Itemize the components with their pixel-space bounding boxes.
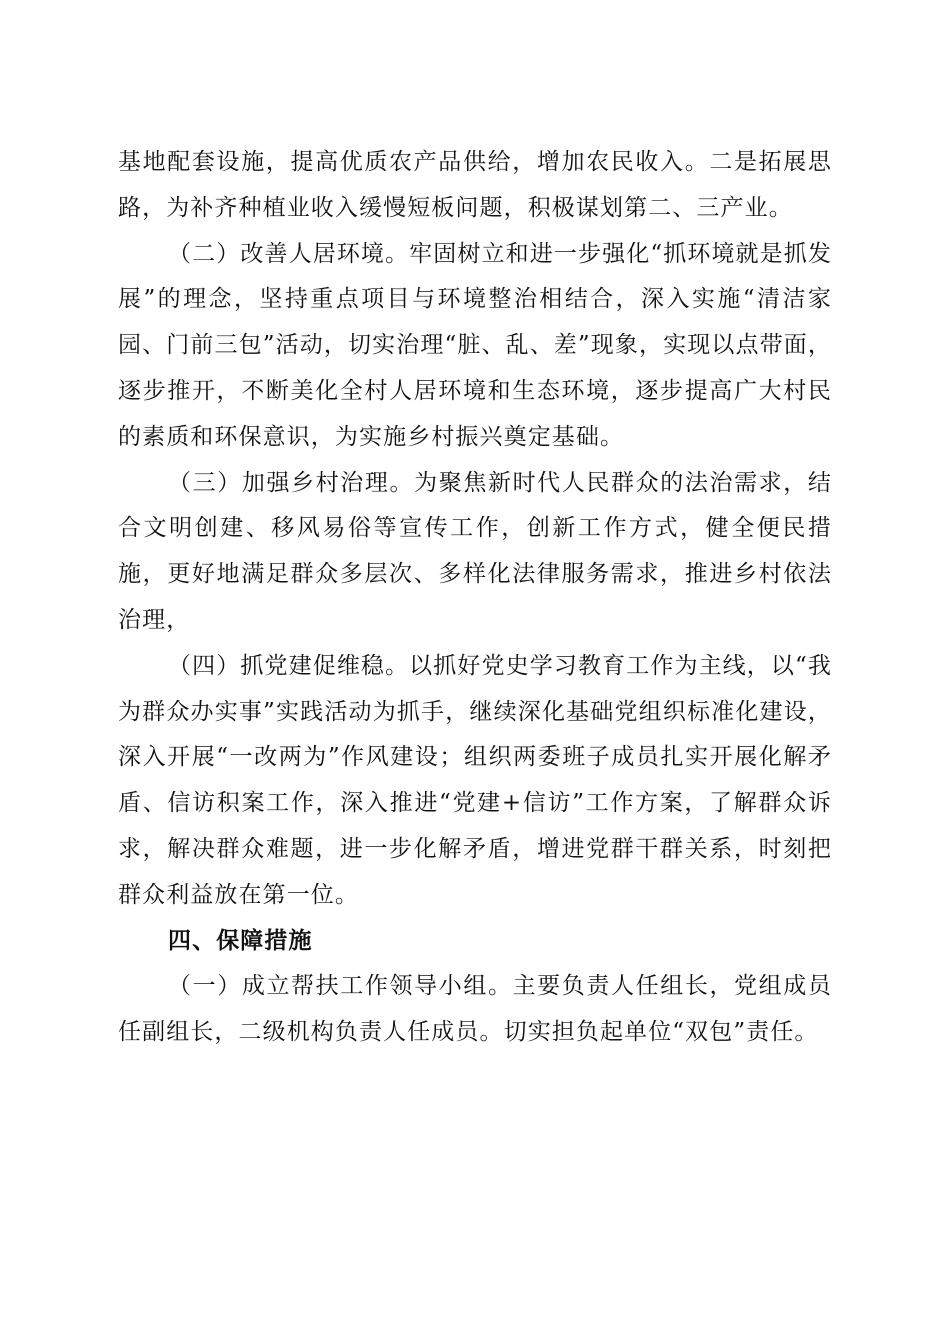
paragraph-party-building xyxy=(118,644,832,919)
paragraph-continuation xyxy=(118,140,832,232)
paragraph-lead: （三）加强乡村治理。 xyxy=(168,469,415,496)
document-body xyxy=(118,140,832,1056)
paragraph-text: 为聚焦新时代人民群众的法治需求，结合文明创建、移风易俗等宣传工作，创新工作方式，健全便民措施，更好地满足群众多层次、多样化法律服务需求，推进乡村依法治理， xyxy=(118,469,833,633)
paragraph-text: 主要负责人任组长，党组成员任副组长，二级机构负责人任成员。切实担负起单位“双包”责任。 xyxy=(118,973,832,1046)
paragraph-rural-governance xyxy=(118,461,832,644)
paragraph-text: 以抓好党史学习教育工作为主线，以“我为群众办实事”实践活动为抓手，继续深化基础党组织标准化建设，深入开展“一改两为”作风建设；组织两委班子成员扎实开展化解矛盾、信访积案工作，深入推进“党建+信访”工作方案，了解群众诉求，解决群众难题，进一步化解矛盾，增进党群干群关系，时刻把群众利益放在第一位。 xyxy=(118,652,833,908)
paragraph-living-environment xyxy=(118,232,832,461)
paragraph-lead: （二）改善人居环境。 xyxy=(168,240,410,267)
paragraph-leading-group xyxy=(118,964,832,1056)
paragraph-text: 基地配套设施，提高优质农产品供给，增加农民收入。二是拓展思路，为补齐种植业收入缓慢短板问题，积极谋划第二、三产业。 xyxy=(118,149,832,221)
paragraph-text: 牢固树立和进一步强化“抓环境就是抓发展”的理念，坚持重点项目与环境整治相结合，深入实施“清洁家园、门前三包”活动，切实治理“脏、乱、差”现象，实现以点带面，逐步推开，不断美化全村人居环境和生态环境，逐步提高广大村民的素质和环保意识，为实施乡村振兴奠定基础。 xyxy=(118,240,833,450)
paragraph-lead: （四）抓党建促维稳。 xyxy=(168,652,410,679)
paragraph-lead: （一）成立帮扶工作领导小组。 xyxy=(168,973,513,1000)
section-heading: 四、保障措施 xyxy=(168,927,313,954)
